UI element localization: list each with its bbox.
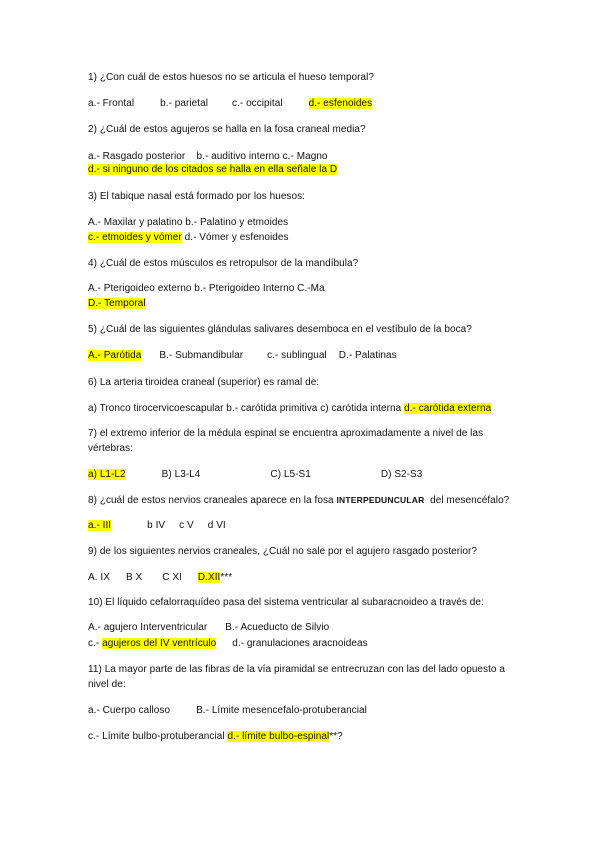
q6-options-abc: a) Tronco tirocervicoescapular b.- carótida primitiva c) carótida interna xyxy=(88,403,405,414)
q4-option-d-line xyxy=(88,298,146,310)
question-5: 5) ¿Cuál de las siguientes glándulas salivares desemboca en el vestíbulo de la boca? xyxy=(88,324,472,335)
q7-option-b: B) L3-L4 xyxy=(161,469,201,480)
question-11-line-1: 11) La mayor parte de las fibras de la vía piramidal se entrecruzan con las del lado opuesto a xyxy=(88,664,505,675)
q1-option-b: b.- parietal xyxy=(160,98,208,109)
q10-options-ab xyxy=(88,622,329,634)
q7-option-c: C) L5-S1 xyxy=(270,469,311,480)
question-10: 10) El líquido cefalorraquídeo pasa del sistema ventricular al subaracnoideo a través de: xyxy=(88,597,484,608)
question-4: 4) ¿Cuál de estos músculos es retropulsor de la mandíbula? xyxy=(88,258,359,269)
q10-option-c-answer: agujeros del IV ventrículo xyxy=(102,638,217,649)
q1-option-d-answer: d.- esfenoides xyxy=(308,98,373,109)
q5-option-b: B.- Submandibular xyxy=(159,350,244,361)
q4-option-d-answer: D.- Temporal xyxy=(88,298,146,309)
q8-option-a-answer: a.- III xyxy=(88,520,112,531)
q5-option-d: D.- Palatinas xyxy=(338,350,397,361)
question-9: 9) de los siguientes nervios craneales, ¿Cuál no sale por el agujero rasgado posterior? xyxy=(88,546,478,557)
q9-option-d-answer: D.XII xyxy=(197,572,221,583)
question-1: 1) ¿Con cuál de estos huesos no se articula el hueso temporal? xyxy=(88,72,375,83)
q8-options xyxy=(88,520,226,532)
q11-option-b: B.- Límite mesencefalo-protuberancial xyxy=(196,705,367,716)
question-8 xyxy=(88,494,509,507)
q8-option-c: c V xyxy=(179,520,194,531)
q11-option-c: c.- Límite bulbo-protuberancial xyxy=(88,731,228,742)
q2-options: a.- Rasgado posterior b.- auditivo interno c.- Magno xyxy=(88,151,328,162)
q3-option-d: d.- Vómer y esfenoides xyxy=(181,232,289,243)
q10-option-b: B.- Acueducto de Silvio xyxy=(225,622,330,633)
q9-option-a: A. IX xyxy=(88,572,110,583)
question-7-line-2: vértebras: xyxy=(88,443,133,454)
q10-option-c-prefix: c.- xyxy=(88,638,103,649)
q5-options xyxy=(88,350,397,362)
q8-text-start: 8) ¿cuál de estos nervios craneales aparece en la fosa xyxy=(88,495,337,506)
q6-option-d-answer: d.- carótida externa xyxy=(404,403,492,414)
q3-options-cd xyxy=(88,232,289,244)
q11-mark: **? xyxy=(329,731,343,742)
q8-text-emphasis: INTERPEDUNCULAR xyxy=(336,495,425,505)
q9-mark: *** xyxy=(220,572,233,583)
q1-option-c: c.- occipital xyxy=(231,98,283,109)
q11-option-a: a.- Cuerpo calloso xyxy=(88,705,171,716)
question-1-options xyxy=(88,98,372,110)
q8-option-d: d VI xyxy=(207,520,226,531)
q6-options xyxy=(88,403,491,415)
question-3: 3) El tabique nasal está formado por los huesos: xyxy=(88,191,305,202)
question-11-line-2: nivel de: xyxy=(88,679,126,690)
q7-option-a-answer: a) L1-L2 xyxy=(88,469,126,480)
question-2: 2) ¿Cuál de estos agujeros se halla en la fosa craneal media? xyxy=(88,124,366,135)
q7-option-d: D) S2-S3 xyxy=(380,469,423,480)
q2-option-d-answer: d.- si ninguno de los citados se halla en ella señale la D xyxy=(88,164,338,175)
q8-text-end: del mesencéfalo? xyxy=(424,495,510,506)
q9-options xyxy=(88,572,232,584)
q9-option-b: B X xyxy=(125,572,143,583)
q8-option-b: b IV xyxy=(147,520,166,531)
q10-option-d: d.- granulaciones aracnoideas xyxy=(232,638,368,649)
q5-option-a-answer: A.- Parótida xyxy=(88,350,142,361)
q1-option-a: a.- Frontal xyxy=(88,98,135,109)
q3-options-ab: A.- Maxilar y palatino b.- Palatino y etmoides xyxy=(88,217,289,228)
q9-option-c: C XI xyxy=(162,572,182,583)
q5-option-c: c.- sublingual xyxy=(267,350,327,361)
question-6: 6) La arteria tiroidea craneal (superior) es ramal de: xyxy=(88,377,320,388)
q10-option-a: A.- agujero Interventricular xyxy=(88,622,208,633)
question-7-line-1: 7) el extremo inferior de la médula espinal se encuentra aproximadamente a nivel de las xyxy=(88,428,484,439)
q4-options-abc: A.- Pterigoideo externo b.- Pterigoideo Interno C.-Ma xyxy=(88,283,325,294)
q11-options-ab xyxy=(88,705,367,717)
q2-option-d-line xyxy=(88,164,337,176)
q10-options-cd xyxy=(88,638,368,650)
q3-option-c-answer: c.- etmoides y vómer xyxy=(88,232,182,243)
q11-option-d-answer: d.- límite bulbo-espinal xyxy=(227,731,330,742)
q11-options-cd xyxy=(88,731,343,743)
q7-options xyxy=(88,469,422,481)
